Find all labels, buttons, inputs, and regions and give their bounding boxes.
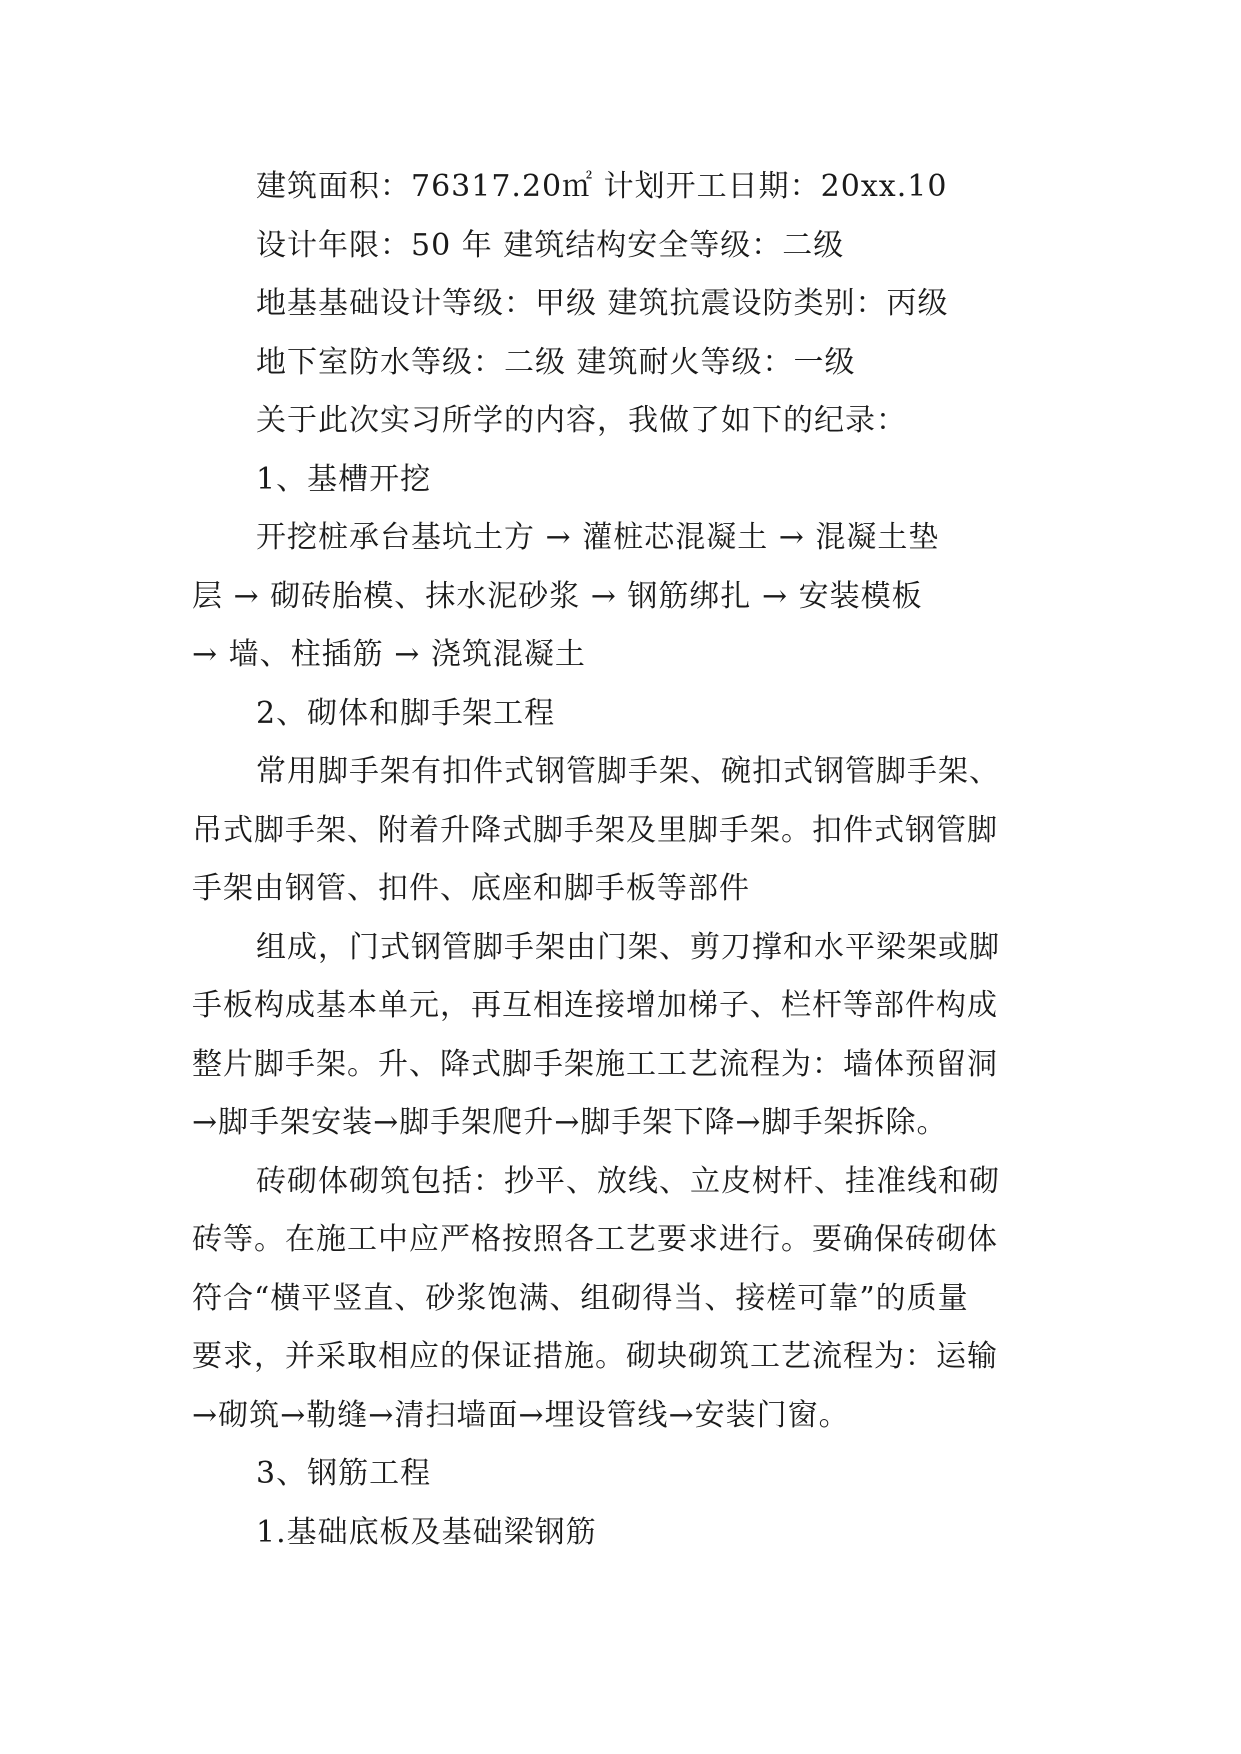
paragraph-line: 砖等。在施工中应严格按照各工艺要求进行。要确保砖砌体 <box>192 1222 998 1257</box>
scaffold-types-paragraph <box>192 743 1054 919</box>
paragraph-line: 常用脚手架有扣件式钢管脚手架、碗扣式钢管脚手架、 <box>256 754 1000 789</box>
foundation-grade-line: 地基基础设计等级：甲级 建筑抗震设防类别：丙级 <box>256 286 949 321</box>
excavation-flow-line: 开挖桩承台基坑土方 → 灌桩芯混凝土 → 混凝土垫 <box>256 520 940 555</box>
section1-heading: 1、基槽开挖 <box>256 461 432 497</box>
record-intro-line: 关于此次实习所学的内容，我做了如下的纪录： <box>256 403 907 438</box>
paragraph-line: 要求，并采取相应的保证措施。砌块砌筑工艺流程为：运输 <box>192 1339 998 1374</box>
paragraph-line: →脚手架安装→脚手架爬升→脚手架下降→脚手架拆除。 <box>192 1105 948 1140</box>
paragraph-line: 符合“横平竖直、砂浆饱满、组砌得当、接槎可靠”的质量 <box>192 1280 969 1316</box>
paragraph-line: 手架由钢管、扣件、底座和脚手板等部件 <box>192 871 750 906</box>
paragraph-line: 吊式脚手架、附着升降式脚手架及里脚手架。扣件式钢管脚 <box>192 812 998 848</box>
excavation-flow-line: 层 → 砌砖胎模、抹水泥砂浆 → 钢筋绑扎 → 安装模板 <box>192 578 923 614</box>
masonry-paragraph <box>192 1153 1054 1446</box>
excavation-flow-paragraph <box>192 509 1054 685</box>
design-life-line: 设计年限：50 年 建筑结构安全等级：二级 <box>256 227 845 263</box>
paragraph-line: 手板构成基本单元，再互相连接增加梯子、栏杆等部件构成 <box>192 988 998 1023</box>
excavation-flow-line: → 墙、柱插筋 → 浇筑混凝土 <box>192 637 586 672</box>
section2-heading: 2、砌体和脚手架工程 <box>256 695 556 731</box>
waterproof-grade-line: 地下室防水等级：二级 建筑耐火等级：一级 <box>256 344 856 380</box>
paragraph-line: 组成，门式钢管脚手架由门架、剪刀撑和水平梁架或脚 <box>256 929 1000 965</box>
scaffold-composition-paragraph <box>192 919 1054 1153</box>
paragraph-line: →砌筑→勒缝→清扫墙面→埋设管线→安装门窗。 <box>192 1397 850 1433</box>
paragraph-line: 砖砌体砌筑包括：抄平、放线、立皮树杆、挂准线和砌 <box>256 1163 1000 1199</box>
building-area-line: 建筑面积：76317.20㎡ 计划开工日期：20xx.10 <box>256 169 948 204</box>
subsection-heading: 1.基础底板及基础梁钢筋 <box>256 1514 597 1550</box>
document-body <box>192 158 1054 1562</box>
paragraph-line: 整片脚手架。升、降式脚手架施工工艺流程为：墙体预留洞 <box>192 1046 998 1082</box>
section3-heading: 3、钢筋工程 <box>256 1456 432 1491</box>
